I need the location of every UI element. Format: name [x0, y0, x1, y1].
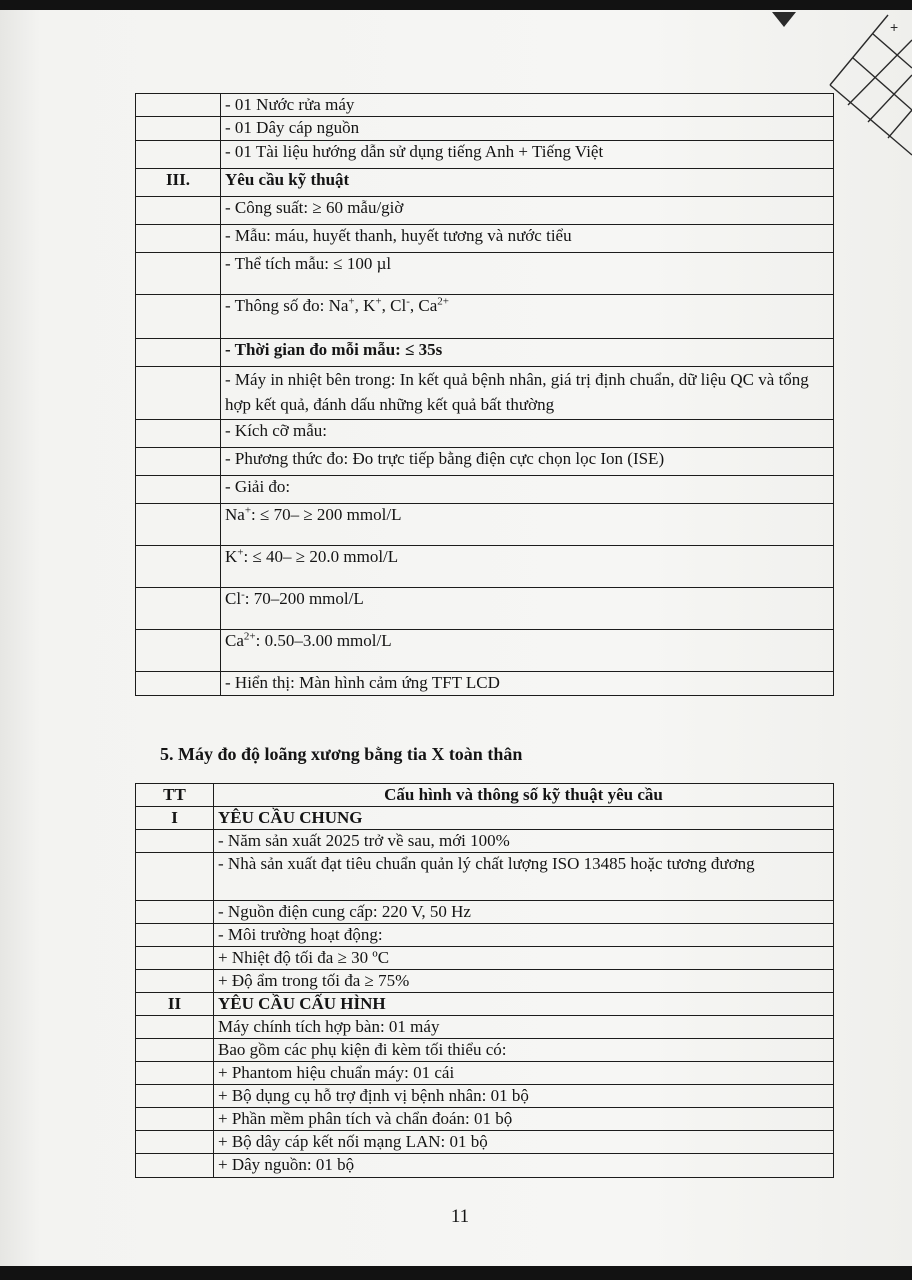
tt-cell [136, 117, 221, 141]
cl-charge: - [406, 295, 410, 308]
page-number: 11 [450, 1206, 470, 1227]
spec-cell: + Dây nguồn: 01 bộ [214, 1154, 834, 1178]
range-cell [221, 504, 834, 546]
range-cell [221, 630, 834, 672]
table-row [136, 630, 834, 672]
table-row [136, 117, 834, 141]
spec-header: Cấu hình và thông số kỹ thuật yêu cầu [214, 784, 834, 807]
spec-cell: - Giải đo: [221, 476, 834, 504]
tt-cell [136, 94, 221, 117]
tt-cell [136, 924, 214, 947]
section-heading-cell: Yêu cầu kỹ thuật [221, 169, 834, 197]
technical-spec-table [135, 93, 834, 696]
spec-cell: - Hiển thị: Màn hình cảm ứng TFT LCD [221, 672, 834, 696]
table-row [136, 169, 834, 197]
spec-cell: + Phần mềm phân tích và chẩn đoán: 01 bộ [214, 1108, 834, 1131]
spec-cell: - Phương thức đo: Đo trực tiếp bằng điện cực chọn lọc Ion (ISE) [221, 448, 834, 476]
na-charge: + [348, 295, 355, 308]
tt-cell [136, 901, 214, 924]
ion-range: : ≤ 40– ≥ 20.0 mmol/L [243, 547, 399, 566]
section-number-cell: II [136, 993, 214, 1016]
section-title: 5. Máy đo độ loãng xương bằng tia X toàn thân [160, 744, 523, 764]
k-charge: + [375, 295, 382, 308]
table-row [136, 672, 834, 696]
spec-cell: - 01 Nước rửa máy [221, 94, 834, 117]
bone-densitometer-spec-table [135, 783, 834, 1178]
table-row [136, 970, 834, 993]
table-row [136, 339, 834, 367]
table-row [136, 448, 834, 476]
spec-cell: + Bộ dụng cụ hỗ trợ định vị bệnh nhân: 01 bộ [214, 1085, 834, 1108]
spec-cell [221, 295, 834, 339]
table-row [136, 295, 834, 339]
section-heading-cell: YÊU CẦU CẤU HÌNH [214, 993, 834, 1016]
spec-cell: - Thể tích mẫu: ≤ 100 µl [221, 253, 834, 295]
spec-cell: - Công suất: ≥ 60 mẫu/giờ [221, 197, 834, 225]
table-row [136, 546, 834, 588]
spec-cell: - Kích cỡ mẫu: [221, 420, 834, 448]
table-row [136, 476, 834, 504]
spec-cell: - Máy in nhiệt bên trong: In kết quả bệnh nhân, giá trị định chuẩn, dữ liệu QC và tổng hợp kết quả, đánh dấu những kết quả bất thường [221, 367, 834, 420]
ion-charge: + [237, 546, 244, 559]
tt-cell [136, 1085, 214, 1108]
table-row [136, 1108, 834, 1131]
tt-cell [136, 448, 221, 476]
table-row [136, 1085, 834, 1108]
table-row [136, 420, 834, 448]
ion-charge: - [241, 588, 245, 601]
ion-symbol: Na [225, 505, 245, 524]
tt-header: TT [136, 784, 214, 807]
tt-cell [136, 1108, 214, 1131]
table-row [136, 901, 834, 924]
tt-cell [136, 830, 214, 853]
tt-cell [136, 853, 214, 901]
spec-cell: - Nhà sản xuất đạt tiêu chuẩn quản lý chất lượng ISO 13485 hoặc tương đương [214, 853, 834, 901]
tt-cell [136, 141, 221, 169]
table-row [136, 1016, 834, 1039]
table-row [136, 807, 834, 830]
measure-params-label: - Thông số đo: Na [225, 296, 349, 315]
scan-bottom-border [0, 1266, 912, 1280]
range-cell [221, 546, 834, 588]
tt-cell [136, 947, 214, 970]
table-row [136, 1154, 834, 1178]
corner-ink-mark [770, 10, 800, 30]
table-row [136, 197, 834, 225]
spec-cell: Máy chính tích hợp bàn: 01 máy [214, 1016, 834, 1039]
ca-label: , Ca [409, 296, 438, 315]
table-row [136, 588, 834, 630]
spec-cell: + Nhiệt độ tối đa ≥ 30 ºC [214, 947, 834, 970]
range-cell [221, 588, 834, 630]
stamp-grid-corner [828, 10, 912, 160]
table-header-row [136, 784, 834, 807]
table-row [136, 924, 834, 947]
tt-cell [136, 420, 221, 448]
ion-range: : 0.50–3.00 mmol/L [255, 631, 392, 650]
spec-cell: - Thời gian đo mỗi mẫu: ≤ 35s [221, 339, 834, 367]
ion-range: : ≤ 70– ≥ 200 mmol/L [251, 505, 402, 524]
table-row [136, 504, 834, 546]
table-row [136, 1039, 834, 1062]
spec-cell: + Độ ẩm trong tối đa ≥ 75% [214, 970, 834, 993]
tt-cell [136, 1016, 214, 1039]
tt-cell [136, 672, 221, 696]
tt-cell [136, 253, 221, 295]
tt-cell [136, 504, 221, 546]
table-row [136, 253, 834, 295]
table-row [136, 947, 834, 970]
tt-cell [136, 197, 221, 225]
ca-charge: 2+ [437, 295, 449, 308]
tt-cell [136, 1154, 214, 1178]
ion-symbol: Cl [225, 589, 242, 608]
scan-top-border [0, 0, 912, 10]
section-number-cell: III. [136, 169, 221, 197]
table-row [136, 993, 834, 1016]
tt-cell [136, 630, 221, 672]
table-row [136, 1131, 834, 1154]
tt-cell [136, 1062, 214, 1085]
table-row [136, 830, 834, 853]
stamp-plus-sign: + [890, 19, 899, 35]
spec-cell: - Môi trường hoạt động: [214, 924, 834, 947]
cl-label: , Cl [381, 296, 407, 315]
spec-cell: - Năm sản xuất 2025 trở về sau, mới 100% [214, 830, 834, 853]
tt-cell [136, 546, 221, 588]
tt-cell [136, 476, 221, 504]
table-row [136, 853, 834, 901]
spec-cell: - Nguồn điện cung cấp: 220 V, 50 Hz [214, 901, 834, 924]
tt-cell [136, 1131, 214, 1154]
tt-cell [136, 225, 221, 253]
table-row [136, 141, 834, 169]
section-number-cell: I [136, 807, 214, 830]
spec-cell: + Phantom hiệu chuẩn máy: 01 cái [214, 1062, 834, 1085]
tt-cell [136, 367, 221, 420]
table-row [136, 225, 834, 253]
ion-charge: + [244, 504, 252, 517]
table-row [136, 94, 834, 117]
section-heading-cell: YÊU CẦU CHUNG [214, 807, 834, 830]
spec-cell: + Bộ dây cáp kết nối mạng LAN: 01 bộ [214, 1131, 834, 1154]
ion-range: : 70–200 mmol/L [244, 589, 364, 608]
spec-cell: Bao gồm các phụ kiện đi kèm tối thiểu có: [214, 1039, 834, 1062]
k-label: , K [354, 296, 376, 315]
tt-cell [136, 339, 221, 367]
tt-cell [136, 295, 221, 339]
ion-symbol: Ca [225, 631, 244, 650]
tt-cell [136, 970, 214, 993]
table-row [136, 367, 834, 420]
spec-cell: - 01 Tài liệu hướng dẫn sử dụng tiếng Anh + Tiếng Việt [221, 141, 834, 169]
spec-cell: - 01 Dây cáp nguồn [221, 117, 834, 141]
spec-cell: - Mẫu: máu, huyết thanh, huyết tương và nước tiểu [221, 225, 834, 253]
ion-charge: 2+ [243, 630, 256, 643]
tt-cell [136, 1039, 214, 1062]
tt-cell [136, 588, 221, 630]
table-row [136, 1062, 834, 1085]
ion-symbol: K [225, 547, 238, 566]
